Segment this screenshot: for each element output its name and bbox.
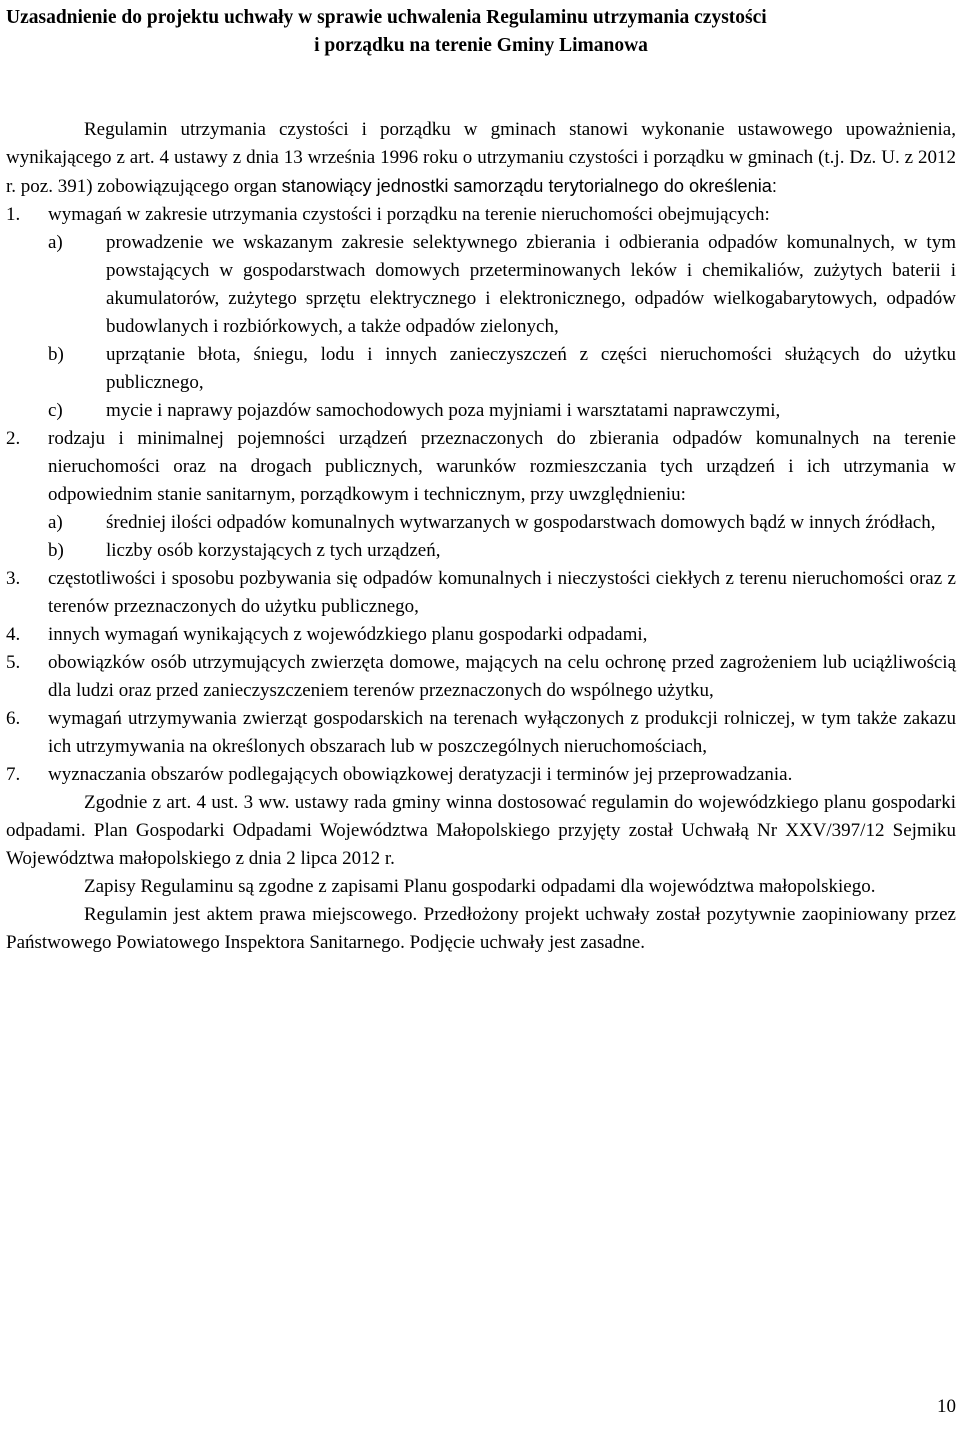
list-item	[6, 621, 956, 649]
item-number: 5.	[6, 652, 21, 673]
sub-item	[6, 341, 956, 397]
item-text: częstotliwości i sposobu pozbywania się odpadów komunalnych i nieczystości ciekłych z terenu nieruchomości oraz z terenów przeznaczonych do użytku publicznego,	[48, 568, 956, 617]
document-title	[6, 4, 956, 60]
body-paragraph: Zgodnie z art. 4 ust. 3 ww. ustawy rada gminy winna dostosować regulamin do wojewódzkiego planu gospodarki odpadami. Plan Gospodarki Odpadami Województwa Małopolskiego przyjęty został Uchwałą Nr XXV/397/12 Sejmiku Województwa małopolskiego z dnia 2 lipca 2012 r.	[6, 792, 956, 869]
item-text: innych wymagań wynikających z wojewódzkiego planu gospodarki odpadami,	[48, 624, 648, 645]
title-line-2: i porządku na terenie Gminy Limanowa	[314, 35, 648, 56]
sub-item-text: prowadzenie we wskazanym zakresie selektywnego zbierania i odbierania odpadów komunalnych, w tym powstających w gospodarstwach domowych przeterminowanych leków i chemikaliów, zużytych baterii i akumulatorów, zużytego sprzętu elektrycznego i elektronicznego, odpadów wielkogabarytowych, odpadów budowlanych i rozbiórkowych, a także odpadów zielonych,	[106, 232, 956, 337]
sub-item	[6, 229, 956, 341]
list-item	[6, 201, 956, 425]
item-number: 2.	[6, 428, 21, 449]
sub-item	[6, 509, 956, 537]
list-item	[6, 649, 956, 705]
list-item	[6, 761, 956, 789]
list-item	[6, 705, 956, 761]
item-number: 3.	[6, 568, 21, 589]
page-number: 10	[937, 1396, 956, 1417]
item-number: 6.	[6, 708, 21, 729]
sub-item-text: liczby osób korzystających z tych urządzeń,	[106, 540, 441, 561]
item-text: wyznaczania obszarów podlegających obowiązkowej deratyzacji i terminów jej przeprowadzania.	[48, 764, 793, 785]
item-number: 4.	[6, 624, 21, 645]
item-number: 1.	[6, 204, 21, 225]
item-text: obowiązków osób utrzymujących zwierzęta domowe, mających na celu ochronę przed zagrożeniem lub uciążliwością dla ludzi oraz przed zanieczyszczeniem terenów przeznaczonych do wspólnego użytku,	[48, 652, 956, 701]
sub-item	[6, 397, 956, 425]
sub-item-letter: c)	[48, 400, 63, 421]
sub-item-letter: a)	[48, 232, 63, 253]
sub-item-text: mycie i naprawy pojazdów samochodowych poza myjniami i warsztatami naprawczymi,	[106, 400, 781, 421]
body-paragraph: Zapisy Regulaminu są zgodne z zapisami Planu gospodarki odpadami dla województwa małopolskiego.	[84, 876, 876, 897]
sub-item-letter: b)	[48, 344, 64, 365]
sub-item-letter: a)	[48, 512, 63, 533]
intro-paragraph	[6, 116, 956, 201]
sub-item-text: średniej ilości odpadów komunalnych wytwarzanych w gospodarstwach domowych bądź w innych źródłach,	[106, 512, 936, 533]
enumerated-list	[6, 201, 956, 789]
item-text: rodzaju i minimalnej pojemności urządzeń przeznaczonych do zbierania odpadów komunalnych na terenie nieruchomości oraz na drogach publicznych, warunków rozmieszczania tych urządzeń i ich utrzymania w odpowiednim stanie sanitarnym, porządkowym i technicznym, przy uwzględnieniu:	[48, 428, 956, 505]
list-item	[6, 565, 956, 621]
sub-item-text: uprzątanie błota, śniegu, lodu i innych zanieczyszczeń z części nieruchomości służących do użytku publicznego,	[106, 344, 956, 393]
sub-item	[6, 537, 956, 565]
body-paragraph: Regulamin jest aktem prawa miejscowego. Przedłożony projekt uchwały został pozytywnie zaopiniowany przez Państwowego Powiatowego Inspektora Sanitarnego. Podjęcie uchwały jest zasadne.	[6, 904, 956, 953]
intro-text: Regulamin utrzymania czystości i porządku w gminach stanowi wykonanie ustawowego upoważnienia, wynikającego z art. 4 ustawy z dnia 13 września 1996 roku o utrzymaniu czystości i porządku w gminach (t.j. Dz. U. z 2012 r. poz. 391) zobowiązującego organ	[6, 119, 956, 197]
intro-text-sans: stanowiący jednostki samorządu terytorialnego do określenia:	[281, 176, 777, 196]
title-line-1: Uzasadnienie do projektu uchwały w sprawie uchwalenia Regulaminu utrzymania czystości	[6, 7, 767, 28]
item-text: wymagań utrzymywania zwierząt gospodarskich na terenach wyłączonych z produkcji rolniczej, w tym także zakazu ich utrzymywania na określonych obszarach lub w poszczególnych nieruchomościach,	[48, 708, 956, 757]
sub-item-letter: b)	[48, 540, 64, 561]
document-body	[6, 116, 956, 957]
item-text: wymagań w zakresie utrzymania czystości i porządku na terenie nieruchomości obejmujących:	[48, 204, 770, 225]
list-item	[6, 425, 956, 565]
item-number: 7.	[6, 764, 21, 785]
